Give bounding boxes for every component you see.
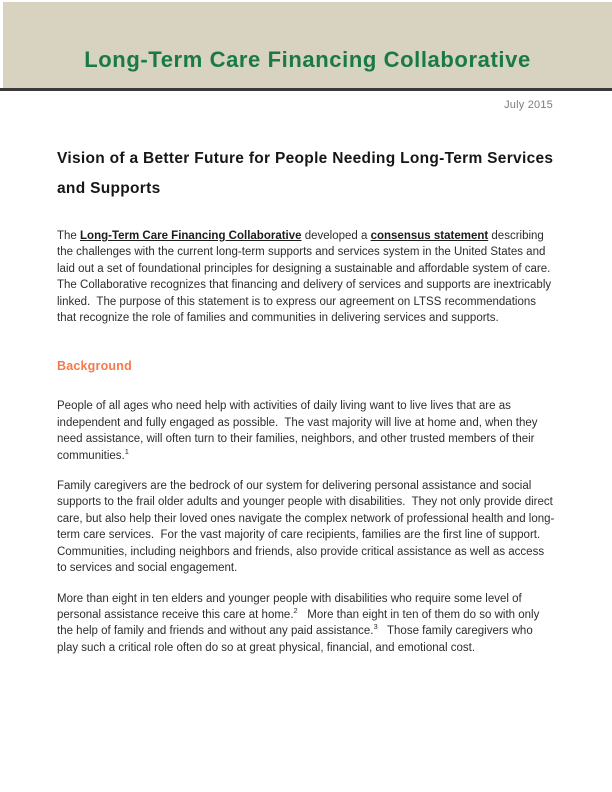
footnote-ref-2: 2 xyxy=(293,606,298,616)
content xyxy=(57,140,555,656)
paragraph-3-sentence-1: More than eight in ten elders and younger people with disabilities who require some level of personal assistance receive this care at home. xyxy=(57,592,525,621)
background-paragraph-2: Family caregivers are the bedrock of our system for delivering personal assistance and social supports to the frail older adults and younger people with disabilities. They not only provide direct care, but also help their loved ones navigate the complex network of professional health and long-term care services. For the vast majority of care recipients, families are the first line of support. Communities, including neighbors and friends, also provide critical assistance as well as access to services and social engagement. xyxy=(57,480,557,575)
consensus-statement-link[interactable]: consensus statement xyxy=(370,230,489,242)
collaborative-link[interactable]: Long-Term Care Financing Collaborative xyxy=(80,230,302,242)
intro-paragraph xyxy=(57,228,555,326)
date-line: July 2015 xyxy=(504,99,553,111)
footnote-ref-3: 3 xyxy=(373,622,378,632)
header-rule xyxy=(0,88,612,91)
footnote-ref-1: 1 xyxy=(124,446,129,456)
banner xyxy=(3,2,612,88)
paragraph-1-text: People of all ages who need help with activities of daily living want to live lives that are as independent and fully engaged as possible. The vast majority will live at home and, when they need assistance, will often turn to their families, neighbors, and other trusted members of their communities. xyxy=(57,400,541,462)
background-heading: Background xyxy=(57,359,132,374)
intro-text-rest: describing the challenges with the current long-term supports and services system in the United States and laid out a set of foundational principles for designing a sustainable and affordable system of care. The Collaborative recognizes that financing and delivery of services and supports are inextricably linked. The purpose of this statement is to express our agreement on LTSS recommendations that recognize the role of families and communities in delivering services and supports. xyxy=(57,230,557,325)
paragraph-3-sentence-2: More than eight in ten of them do so with only the help of family and friends and without any paid assistance. xyxy=(57,608,543,638)
paragraph-3-sentence-3: Those family caregivers who play such a critical role often do so at great physical, financial, and emotional cost. xyxy=(57,625,536,654)
background-paragraph-1 xyxy=(57,398,555,464)
background-paragraph-3 xyxy=(57,591,555,657)
intro-text-pre: The xyxy=(57,230,81,242)
intro-text-mid: developed a xyxy=(301,230,371,242)
banner-title: Long-Term Care Financing Collaborative xyxy=(84,47,531,72)
document-title: Vision of a Better Future for People Needing Long-Term Services and Supports xyxy=(57,150,554,197)
